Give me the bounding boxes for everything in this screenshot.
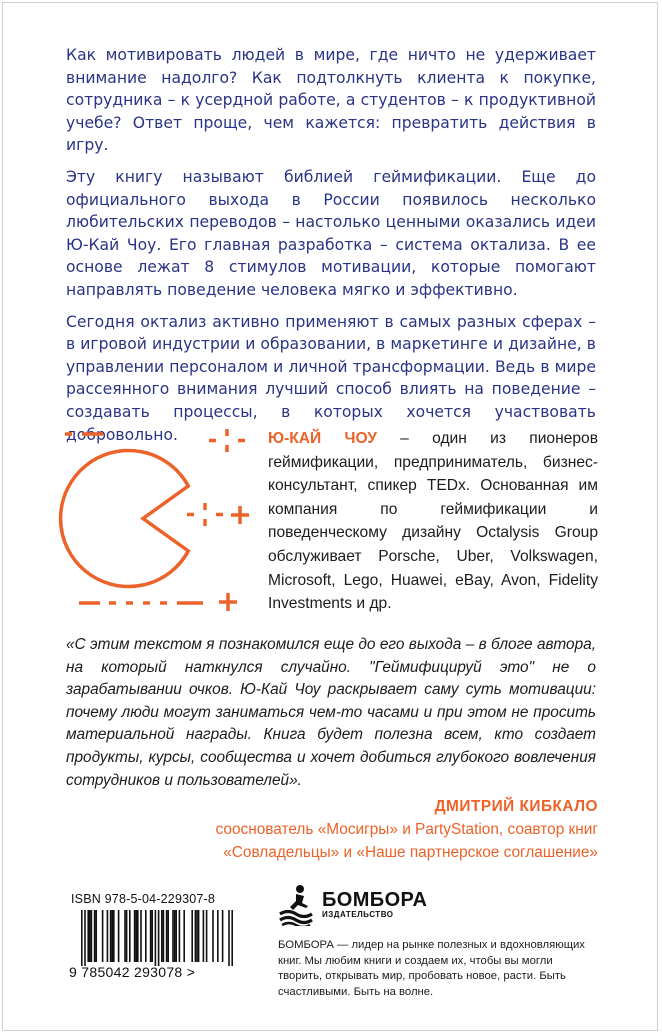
wave-surfer-icon <box>278 884 314 926</box>
barcode-bar <box>140 910 142 962</box>
barcode-bar <box>102 910 104 962</box>
barcode-bar <box>150 910 152 962</box>
barcode-bar <box>175 910 177 962</box>
barcode-bar <box>163 910 165 962</box>
barcode-bar <box>183 910 185 962</box>
quote-attribution <box>38 795 598 864</box>
barcode-bar <box>198 910 200 962</box>
barcode-bar <box>110 910 112 962</box>
author-bio <box>268 427 598 616</box>
barcode-bar <box>107 910 109 962</box>
publisher-logo <box>278 884 598 926</box>
barcode-bar <box>95 910 97 962</box>
barcode-bar <box>134 910 136 962</box>
barcode-bar <box>231 910 233 966</box>
review-quote: «С этим текстом я познакомился еще до его выхода – в блоге автора, на который наткнулся случайно. "Геймифицируй это" не о зарабатывании очков. Ю-Кай Чоу раскрывает саму суть мотивации: почему люди могут заниматься чем-то часами и при этом не просить материальной награды. Книга будет полезна всем, кто создает продукты, курсы, сообщества и хочет добиться глубокого вовлечения сотрудников и пользователей». <box>66 636 596 789</box>
barcode-bar <box>161 910 163 962</box>
barcode-bar <box>166 910 168 962</box>
author-bio-text: – один из пионеров геймификации, предприниматель, бизнес-консультант, спикер TEDx. Основанная им компания по геймификации и поведенческому дизайну Octalysis Group обслуживает Porsche, Uber, Volkswagen, Microsoft, Lego, Huawei, eBay, Avon, Fidelity Investments и др. <box>268 430 598 613</box>
barcode-block <box>69 892 251 989</box>
barcode-bar <box>228 910 230 966</box>
intro-paragraph: Сегодня октализ активно применяют в самых разных сферах – в игровой индустрии и образовании, в маркетинге и дизайне, в управлении персоналом и личной трансформации. Ведь в мире рассеянного внимания лучший способ влиять на поведение – создавать процессы, в которых хочется участвовать добровольно. <box>66 312 596 444</box>
barcode-bar <box>126 910 128 962</box>
barcode-bar <box>196 910 198 962</box>
intro-paragraph: Эту книгу называют библией геймификации. Еще до официального выхода в России появилось несколько любительских переводов – настолько ценными оказались идеи Ю-Кай Чоу. Его главная разработка – система октализа. В ее основе лежат 8 стимулов мотивации, которые помогают направлять поведение человека мягко и эффективно. <box>66 167 596 299</box>
barcode-bar <box>137 910 139 962</box>
barcode-bar <box>195 910 197 962</box>
publisher-description: БОМБОРА — лидер на рынке полезных и вдохновляющих книг. Мы любим книги и создаем их, чтобы вы могли творить, открывать мир, пробовать новое, расти. Быть счастливыми. Быть на волне. <box>278 939 585 998</box>
barcode-bar <box>174 910 176 962</box>
publisher-subtitle: ИЗДАТЕЛЬСТВО <box>322 910 394 919</box>
pacman-icon <box>55 425 265 615</box>
barcode-bar <box>94 910 96 962</box>
barcode-bar <box>129 910 131 962</box>
barcode-bar <box>91 910 93 962</box>
author-name: Ю-КАЙ ЧОУ <box>268 430 377 447</box>
barcode-bar <box>206 910 208 962</box>
publisher-block <box>278 884 598 1000</box>
barcode-bar <box>212 910 214 962</box>
barcode-image <box>69 910 251 966</box>
quote-role-line: «Совладельцы» и «Наше партнерское соглашение» <box>223 844 598 861</box>
barcode-bar <box>81 910 83 966</box>
barcode-bar <box>172 910 174 962</box>
barcode-bar <box>203 910 205 962</box>
pacman-illustration <box>55 425 265 615</box>
barcode-bar <box>158 910 160 966</box>
barcode-bar <box>155 910 157 966</box>
barcode-bar <box>111 910 113 962</box>
barcode-bar <box>135 910 137 962</box>
barcode-bar <box>222 910 224 962</box>
intro-text <box>66 44 596 455</box>
barcode-bar <box>84 910 86 966</box>
barcode-bar <box>89 910 91 962</box>
barcode-bar <box>124 910 126 962</box>
pacman-body <box>61 451 189 587</box>
publisher-logo-text <box>322 890 427 920</box>
barcode-digits: 9 785042 293078 > <box>69 964 196 980</box>
barcode-bar <box>167 910 169 962</box>
barcode-bar <box>191 910 193 962</box>
barcode-bar <box>145 910 147 962</box>
publisher-name: БОМБОРА <box>322 889 428 911</box>
barcode-bar <box>217 910 219 962</box>
barcode-bar <box>87 910 89 962</box>
barcode-bar <box>151 910 153 962</box>
barcode-bar <box>113 910 115 962</box>
barcode-bar <box>118 910 120 962</box>
barcode-bar <box>179 910 181 962</box>
quote-role-line: сооснователь «Мосигры» и PartyStation, соавтор книг <box>215 821 598 838</box>
quote-author: ДМИТРИЙ КИБКАЛО <box>434 798 598 815</box>
isbn-label: ISBN 978-5-04-229307-8 <box>71 892 216 906</box>
intro-paragraph: Как мотивировать людей в мире, где ничто не удерживает внимание надолго? Как подтолкнуть клиента к покупке, сотрудника – к усердной работе, а студентов – к продуктивной учебе? Ответ проще, чем кажется: превратить действия в игру. <box>66 46 596 155</box>
